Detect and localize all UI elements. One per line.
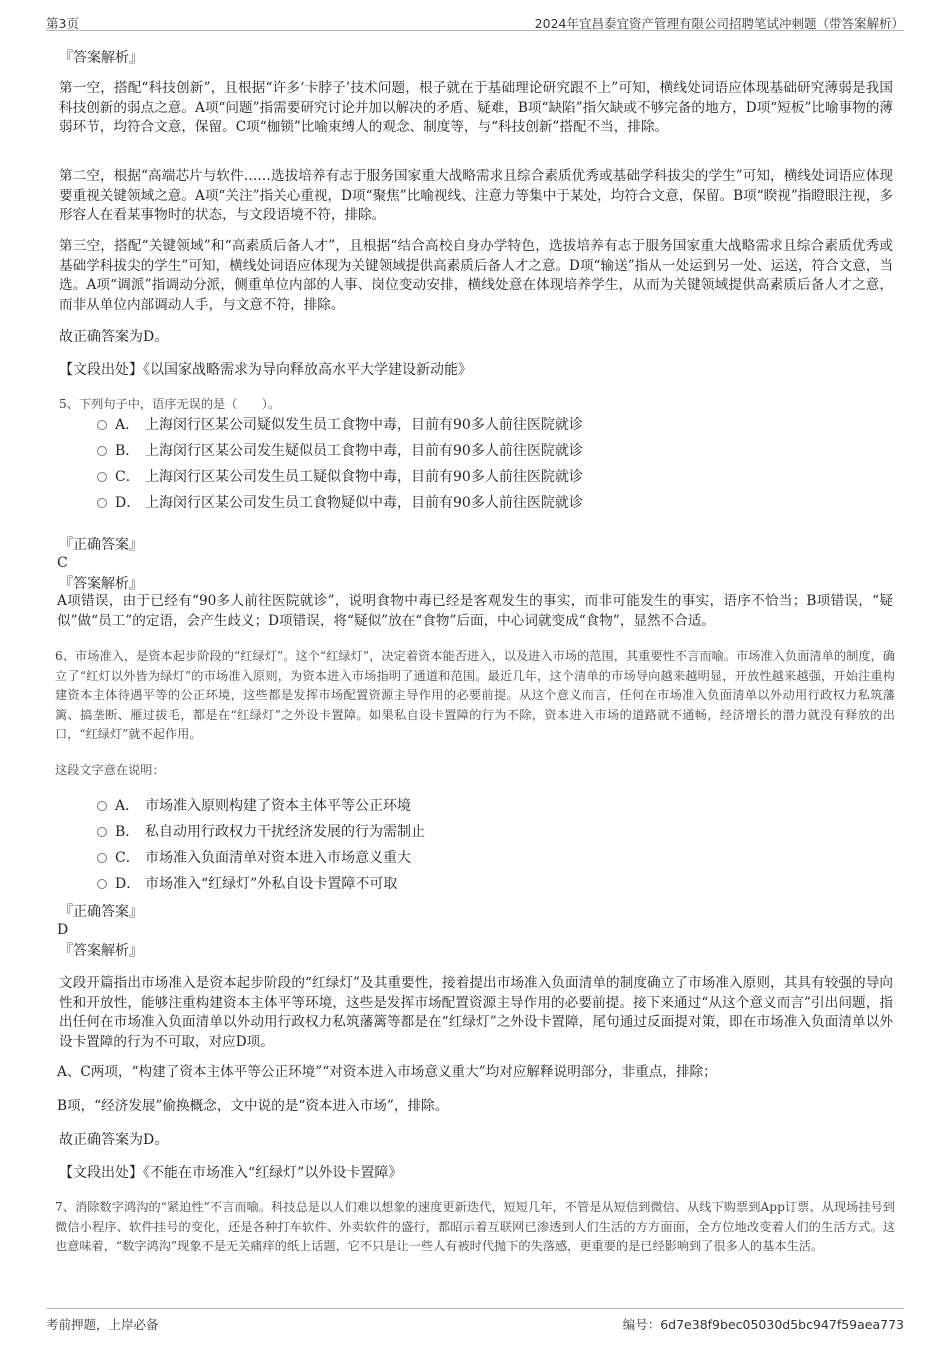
q6-option-b[interactable]	[97, 822, 425, 842]
source-citation: 【文段出处】《不能在市场准入“红绿灯”以外设卡置障》	[59, 1165, 403, 1181]
conclusion: 故正确答案为D。	[59, 329, 169, 345]
correct-answer-label: 『正确答案』	[59, 537, 143, 553]
radio-icon[interactable]	[97, 801, 107, 811]
q6-option-d[interactable]	[97, 874, 397, 894]
q6-analysis-paragraph-1: 文段开篇指出市场准入是资本起步阶段的“红绿灯”及其重要性，接着提出市场准入负面清单的制度确立了市场准入原则，其具有较强的导向性和开放性，能够注重构建资本主体平等环境，这些是发挥市场配置资源主导作用的必要前提。接下来通过“从这个意义而言”引出问题，指出任何在市场准入负面清单以外动用行政权力私筑藩篱等都是在“红绿灯”之外设卡置障，尾句通过反面提对策，即在市场准入负面清单以外设卡置障的行为不可取，对应D项。	[59, 975, 893, 1050]
option-letter: B．	[115, 443, 140, 459]
footer-slogan: 考前押题，上岸必备	[46, 1317, 159, 1332]
analysis-paragraph-2: 第二空，根据“高端芯片与软件……选拔培养有志于服务国家重大战略需求且综合素质优秀或基础学科拔尖的学生”可知，横线处词语应体现要重视关键领域之意。A项“关注”指关心重视，D项“聚焦”比喻视线、注意力等集中于某处，均符合文意，保留。B项“睽视”指瞪眼注视，多形容人在看某事物时的状态，与文段语境不符，排除。	[59, 168, 893, 223]
radio-icon[interactable]	[97, 879, 107, 889]
code-label: 编号：	[622, 1317, 661, 1332]
analysis-paragraph-3: 第三空，搭配“关键领域”和“高素质后备人才”，且根据“结合高校自身办学特色，选拔培养有志于服务国家重大战略需求且综合素质优秀或基础学科拔尖的学生”可知，横线处词语应体现为关键领域提供高素质后备人才之意。D项“输送”指从一处运到另一处、运送，符合文意，当选。A项“调派”指调动分派，侧重单位内部的人事、岗位变动安排，横线处意在体现培养学生，从而为关键领域提供高素质后备人才之意，而非从单位内部调动人手，与文意不符，排除。	[59, 238, 893, 313]
analysis-label: 『答案解析』	[59, 943, 143, 959]
page-number: 第3页	[46, 16, 79, 31]
q6-analysis-paragraph-3: B项，“经济发展”偷换概念，文中说的是“资本进入市场”，排除。	[57, 1098, 449, 1114]
q6-analysis-paragraph-2: A、C两项，“构建了资本主体平等公正环境”“对资本进入市场意义重大”均对应解释说明部分，非重点，排除；	[57, 1064, 717, 1080]
correct-answer-value: C	[57, 555, 68, 571]
q5-option-d[interactable]	[97, 493, 583, 513]
option-text: 上海闵行区某公司发生疑似员工食物中毒，目前有90多人前往医院就诊	[145, 443, 583, 459]
option-text: 市场准入负面清单对资本进入市场意义重大	[145, 850, 411, 866]
option-letter: D．	[115, 495, 141, 511]
q5-analysis: A项错误，由于已经有“90多人前往医院就诊”，说明食物中毒已经是客观发生的事实，而非可能发生的事实，语序不恰当；B项错误，“疑似”做“员工”的定语，会产生歧义；D项错误，将“疑似”放在“食物”后面，中心词就变成“食物”，显然不合适。	[57, 593, 893, 629]
radio-icon[interactable]	[97, 420, 107, 430]
analysis-label: 『答案解析』	[59, 576, 143, 592]
conclusion: 故正确答案为D。	[59, 1132, 169, 1148]
radio-icon[interactable]	[97, 827, 107, 837]
q5-option-c[interactable]	[97, 467, 583, 487]
question-6-ask: 这段文字意在说明：	[55, 763, 165, 777]
option-letter: B．	[115, 824, 140, 840]
page-footer	[46, 1308, 904, 1333]
q5-option-a[interactable]	[97, 415, 583, 435]
question-6-stem: 6、市场准入，是资本起步阶段的“红绿灯”。这个“红绿灯”，决定着资本能否进入，以及进入市场的范围，其重要性不言而喻。市场准入负面清单的制度，确立了“红灯以外皆为绿灯”的市场准入原则，为资本进入市场指明了通道和范围。最近几年，这个清单的市场导向越来越明显，开放性越来越强，开始注重构建资本主体待遇平等的公正环境，这些都是发挥市场配置资源主导作用的必要前提。从这个意义而言，任何在市场准入负面清单以外动用行政权力私筑藩篱、搞垄断、雁过拔毛，都是在“红绿灯”之外设卡置障。如果私自设卡置障的行为不除，资本进入市场的道路就不通畅，经济增长的潜力就没有释放的出口，“红绿灯”就不起作用。	[55, 649, 895, 741]
option-text: 市场准入“红绿灯”外私自设卡置障不可取	[145, 876, 398, 892]
page-header	[46, 10, 904, 31]
correct-answer-value: D	[57, 922, 69, 938]
option-letter: A．	[115, 798, 140, 814]
option-letter: C．	[115, 850, 140, 866]
document-code	[623, 1315, 904, 1333]
option-letter: D．	[115, 876, 141, 892]
radio-icon[interactable]	[97, 446, 107, 456]
document-title: 2024年宜昌泰宜资产管理有限公司招聘笔试冲刺题（带答案解析）	[534, 16, 904, 31]
q6-option-c[interactable]	[97, 848, 411, 868]
option-text: 上海闵行区某公司疑似发生员工食物中毒，目前有90多人前往医院就诊	[145, 417, 583, 433]
radio-icon[interactable]	[97, 472, 107, 482]
analysis-paragraph-1: 第一空，搭配“科技创新”，且根据“许多‘卡脖子’技术问题，根子就在于基础理论研究跟不上”可知，横线处词语应体现基础研究薄弱是我国科技创新的弱点之意。A项“问题”指需要研究讨论并加以解决的矛盾、疑难，B项“缺陷”指欠缺或不够完备的地方，D项“短板”比喻事物的薄弱环节，均符合文意，保留。C项“枷锁”比喻束缚人的观念、制度等，与“科技创新”搭配不当，排除。	[59, 80, 893, 135]
q6-option-a[interactable]	[97, 796, 411, 816]
source-citation: 【文段出处】《以国家战略需求为导向释放高水平大学建设新动能》	[59, 362, 472, 378]
option-letter: A．	[115, 417, 140, 433]
option-text: 上海闵行区某公司发生员工食物疑似中毒，目前有90多人前往医院就诊	[145, 495, 583, 511]
option-text: 上海闵行区某公司发生员工疑似食物中毒，目前有90多人前往医院就诊	[145, 469, 583, 485]
radio-icon[interactable]	[97, 853, 107, 863]
radio-icon[interactable]	[97, 498, 107, 508]
option-letter: C．	[115, 469, 140, 485]
question-7-stem: 7、消除数字鸿沟的“紧迫性”不言而喻。科技总是以人们难以想象的速度更新迭代，短短几年，不管是从短信到微信、从线下购票到App订票、从现场挂号到微信小程序、软件挂号的变化，还是各种打车软件、外卖软件的盛行，都昭示着互联网已渗透到人们生活的方方面面，全方位地改变着人们的生活方式。这也意味着，“数字鸿沟”现象不是无关痛痒的纸上话题，它不只是让一些人有被时代抛下的失落感，更重要的是已经影响到了很多人的基本生活。	[55, 1200, 895, 1253]
correct-answer-label: 『正确答案』	[59, 904, 143, 920]
code-value: 6d7e38f9bec05030d5bc947f59aea773	[660, 1317, 904, 1332]
question-5-stem: 5、下列句子中，语序无误的是（ ）。	[59, 397, 281, 411]
option-text: 私自动用行政权力干扰经济发展的行为需制止	[145, 824, 425, 840]
option-text: 市场准入原则构建了资本主体平等公正环境	[145, 798, 411, 814]
analysis-label: 『答案解析』	[59, 50, 143, 66]
q5-option-b[interactable]	[97, 441, 583, 461]
